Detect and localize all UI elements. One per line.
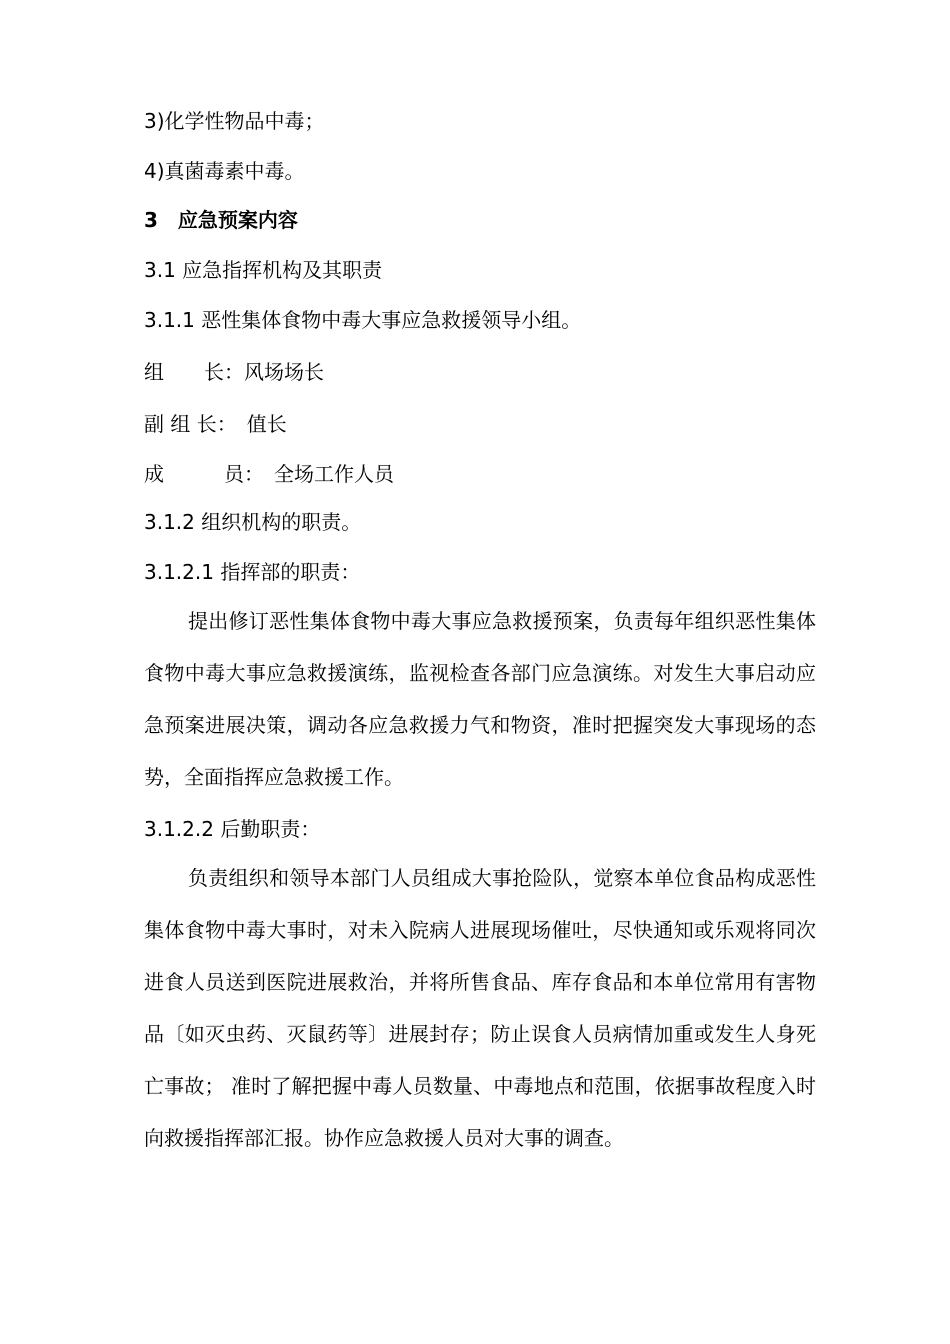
leader-value: 风场场长	[244, 360, 324, 384]
logistics-duty-paragraph	[144, 852, 816, 1164]
command-duty-text: 提出修订恶性集体食物中毒大事应急救援预案，负责每年组织恶性集体食物中毒大事应急救援演练，监视检查各部门应急演练。对发生大事启动应急预案进展决策，调动各应急救援力气和物资，准时把握突发大事现场的态势，全面指挥应急救援工作。	[144, 609, 816, 789]
list-item-4: 4)真菌毒素中毒。	[144, 159, 305, 183]
section-heading-3-1-2-1: 3.1.2.1 指挥部的职责：	[144, 560, 361, 584]
member-value: 全场工作人员	[274, 462, 394, 486]
deputy-value: 值长	[246, 412, 287, 436]
command-duty-paragraph	[144, 595, 816, 803]
section-heading-3-1-1: 3.1.1 恶性集体食物中毒大事应急救援领导小组。	[144, 308, 582, 332]
section-heading-3-1-2-2: 3.1.2.2 后勤职责：	[144, 817, 321, 841]
section-heading-3: 3 应急预案内容	[144, 208, 298, 232]
logistics-duty-text: 负责组织和领导本部门人员组成大事抢险队，觉察本单位食品构成恶性集体食物中毒大事时，对未入院病人进展现场催吐，尽快通知或乐观将同次进食人员送到医院进展救治，并将所售食品、库存食品和本单位常用有害物品〔如灭虫药、灭鼠药等〕进展封存；防止误食人员病情加重或发生人身死亡事故； 准时了解把握中毒人员数量、中毒地点和范围，依据事故程度入时向救援指挥部汇报。协作应急救援人员对大事的调查。	[144, 866, 816, 1150]
section-heading-3-1: 3.1 应急指挥机构及其职责	[144, 258, 383, 282]
deputy-row	[144, 411, 287, 437]
list-item-3: 3)化学性物品中毒；	[144, 109, 325, 133]
leader-row	[144, 359, 324, 385]
member-row	[144, 461, 394, 487]
leader-label: 组 长：	[144, 360, 244, 384]
deputy-label: 副 组 长：	[144, 412, 237, 436]
section-heading-3-1-2: 3.1.2 组织机构的职责。	[144, 510, 362, 534]
member-label: 成 员：	[144, 462, 264, 486]
